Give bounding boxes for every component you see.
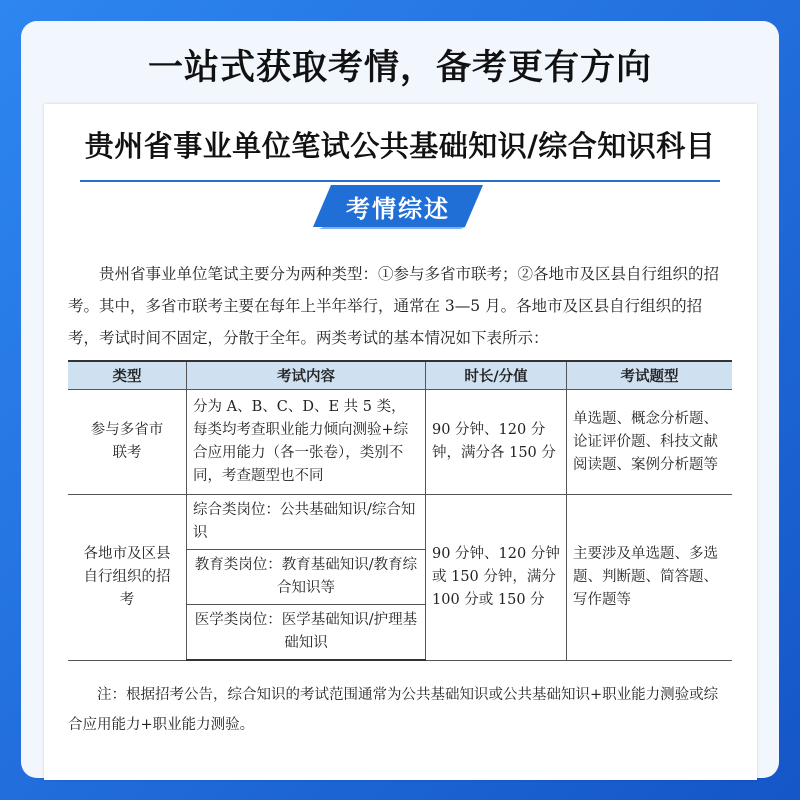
document-title: 贵州省事业单位笔试公共基础知识/综合知识科目 xyxy=(84,129,716,163)
row2-content-a: 综合类岗位：公共基础知识/综合知识 xyxy=(187,495,426,550)
intro-paragraph xyxy=(68,258,732,354)
row1-content: 分为 A、B、C、D、E 共 5 类，每类均考查职业能力倾向测验+综合应用能力（各一张卷），类别不同，考查题型也不同 xyxy=(187,390,426,495)
footnote xyxy=(68,680,732,740)
row2-duration: 90 分钟、120 分钟或 150 分钟，满分 100 分或 150 分 xyxy=(426,495,567,661)
row2-content-b: 教育类岗位：教育基础知识/教育综合知识等 xyxy=(187,550,426,605)
table-row xyxy=(68,390,732,495)
intro-text: 贵州省事业单位笔试主要分为两种类型：①参与多省市联考；②各地市及区县自行组织的招考。其中，多省市联考主要在每年上半年举行，通常在 3—5 月。各地市及区县自行组织的招考，考试时间不固定，分散于全年。两类考试的基本情况如下表所示： xyxy=(68,265,720,347)
header-duration: 时长/分值 xyxy=(426,361,567,390)
table-row xyxy=(68,495,732,550)
header-question-types: 考试题型 xyxy=(567,361,733,390)
row2-content-c: 医学类岗位：医学基础知识/护理基础知识 xyxy=(187,605,426,661)
row1-duration: 90 分钟、120 分钟，满分各 150 分 xyxy=(426,390,567,495)
table-header-row xyxy=(68,361,732,390)
exam-info-table xyxy=(68,360,732,661)
row1-questions: 单选题、概念分析题、论证评价题、科技文献阅读题、案例分析题等 xyxy=(567,390,733,495)
row2-type: 各地市及区县自行组织的招考 xyxy=(68,495,187,661)
footnote-text: 注：根据招考公告，综合知识的考试范围通常为公共基础知识或公共基础知识+职业能力测验或综合应用能力+职业能力测验。 xyxy=(68,687,719,733)
section-banner xyxy=(313,183,483,229)
header-type: 类型 xyxy=(68,361,187,390)
page-headline: 一站式获取考情，备考更有方向 xyxy=(147,48,652,88)
header-content: 考试内容 xyxy=(187,361,426,390)
row2-questions: 主要涉及单选题、多选题、判断题、简答题、写作题等 xyxy=(567,495,733,661)
section-banner-label: 考情综述 xyxy=(346,195,450,223)
row1-type: 参与多省市联考 xyxy=(68,390,187,495)
title-divider xyxy=(80,180,720,182)
